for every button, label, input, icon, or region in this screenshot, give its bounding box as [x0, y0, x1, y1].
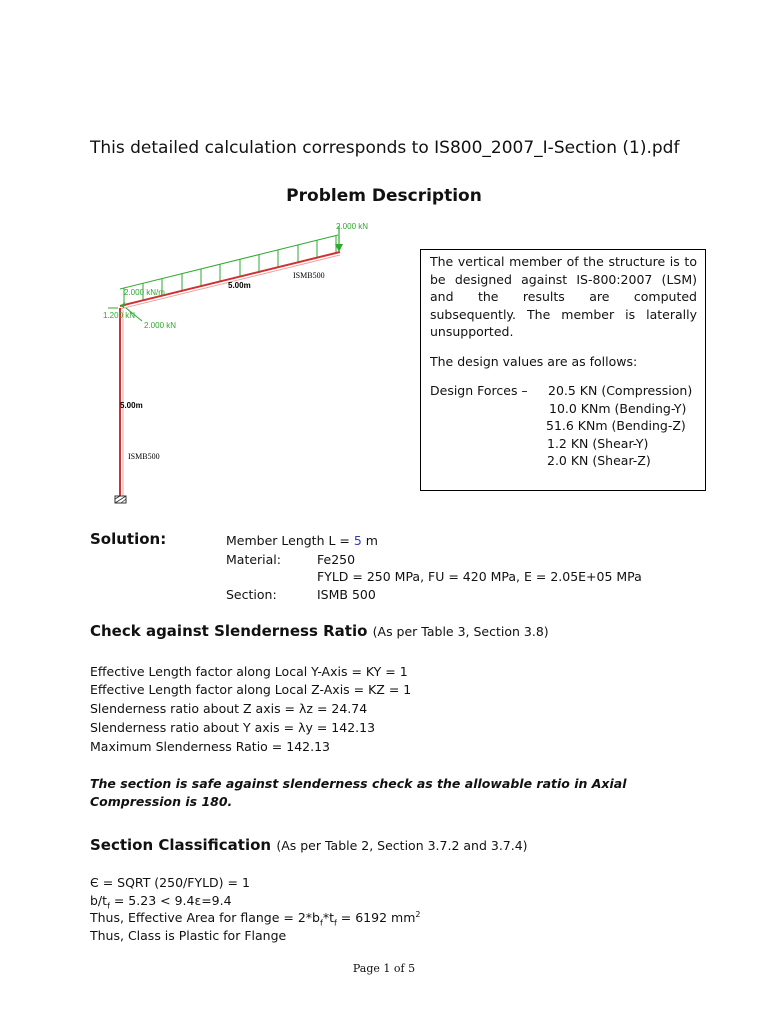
text-part: = 5.23 < 9.4ε=9.4 [109, 893, 232, 908]
slenderness-line: Effective Length factor along Local Z-Axis = KZ = 1 [90, 682, 412, 697]
label-beam-length: 5.00m [228, 281, 251, 290]
member-length-unit: m [361, 533, 378, 548]
classification-heading [90, 836, 528, 854]
subscript: f [107, 901, 110, 911]
label-column-length: 5.00m [120, 401, 143, 410]
force-item: 20.5 KN (Compression) [548, 383, 693, 398]
label-column-section: ISMB500 [128, 452, 160, 461]
description-para1: The vertical member of the structure is to be designed against IS-800:2007 (LSM) and the results are computed subsequently. The member is laterally unsupported. [430, 254, 697, 339]
subscript: f [333, 918, 337, 928]
text-part: b/t [90, 893, 108, 908]
force-item: 2.0 KN (Shear-Z) [547, 453, 651, 468]
text-part: = 6192 mm [336, 910, 416, 926]
description-box [420, 249, 706, 491]
slenderness-line: Slenderness ratio about Z axis = λz = 24.74 [90, 701, 368, 716]
slenderness-title: Check against Slenderness Ratio [90, 622, 368, 640]
slenderness-heading [90, 622, 549, 640]
material-value: Fe250 [317, 552, 356, 567]
intro-text: This detailed calculation corresponds to IS800_2007_I-Section (1).pdf [90, 138, 680, 158]
problem-title: Problem Description [286, 186, 482, 206]
force-item: 51.6 KNm (Bending-Z) [546, 418, 686, 433]
slenderness-line: Slenderness ratio about Y axis = λy = 142.13 [90, 720, 376, 735]
text-part: Thus, Effective Area for flange = 2*b [90, 910, 320, 926]
member-length-label: Member Length L = [226, 533, 354, 548]
forces-label: Design Forces – [430, 383, 528, 398]
label-shear-load: 1.200 kN [103, 311, 136, 320]
structure-diagram [98, 218, 369, 510]
section-label: Section: [226, 587, 277, 602]
slenderness-note: The section is safe against slenderness check as the allowable ratio in Axial Compression is 180. [90, 776, 627, 809]
slenderness-line: Effective Length factor along Local Y-Axis = KY = 1 [90, 664, 408, 679]
slenderness-line: Maximum Slenderness Ratio = 142.13 [90, 739, 330, 754]
material-props: FYLD = 250 MPa, FU = 420 MPa, E = 2.05E+05 MPa [317, 569, 642, 584]
force-item: 1.2 KN (Shear-Y) [547, 435, 649, 451]
design-forces [430, 382, 697, 472]
classification-title: Section Classification [90, 836, 272, 854]
section-value: ISMB 500 [317, 587, 376, 602]
label-beam-section: ISMB500 [293, 271, 325, 280]
classification-line [90, 910, 420, 928]
text-part: *t [322, 910, 334, 926]
page-footer: Page 1 of 5 [352, 962, 416, 975]
label-joint-load: 2.000 kN [144, 321, 177, 330]
solution-heading: Solution: [90, 530, 167, 548]
member-length-value: 5 [353, 533, 362, 548]
label-point-load: 2.000 kN [336, 222, 369, 231]
description-para2: The design values are as follows: [430, 353, 638, 369]
force-item: 10.0 KNm (Bending-Y) [549, 400, 687, 416]
classification-line: Є = SQRT (250/FYLD) = 1 [90, 875, 250, 890]
member-length [226, 533, 378, 548]
label-udl: 2.000 kN/m [124, 288, 165, 297]
classification-line [90, 893, 232, 911]
classification-ref: (As per Table 2, Section 3.7.2 and 3.7.4) [276, 838, 528, 853]
slenderness-ref: (As per Table 3, Section 3.8) [372, 624, 549, 639]
classification-line: Thus, Class is Plastic for Flange [90, 928, 287, 943]
superscript: 2 [415, 910, 421, 919]
material-label: Material: [226, 552, 281, 567]
subscript: f [320, 918, 323, 928]
